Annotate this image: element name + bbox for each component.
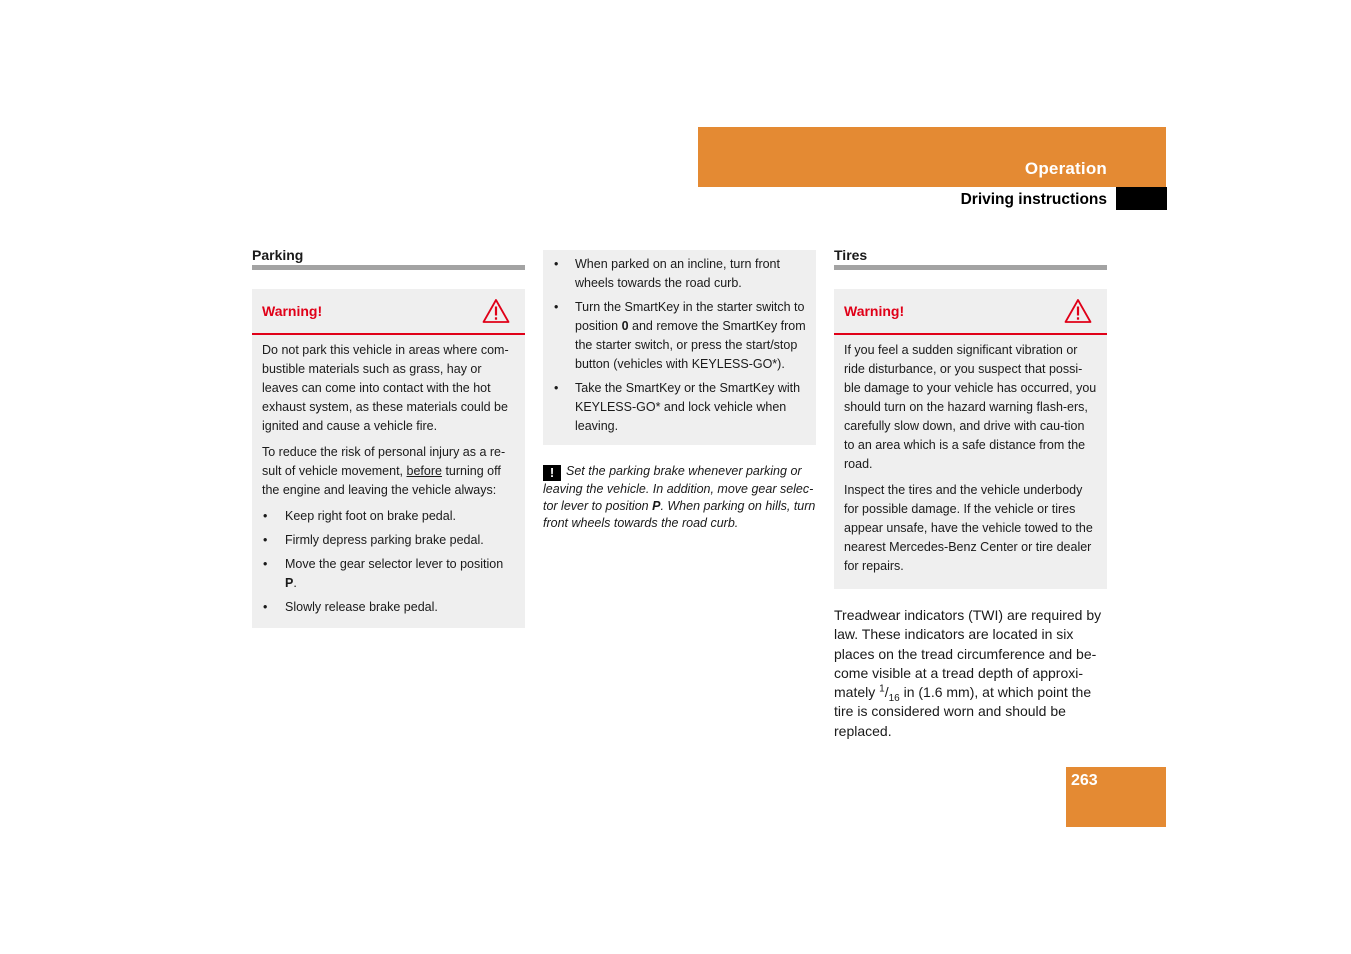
list-item	[553, 298, 806, 374]
page-number: 263	[1071, 772, 1098, 789]
bullet3-text: Move the gear selector lever to position	[285, 557, 504, 571]
tires-warning-title: Warning!	[844, 303, 905, 319]
bullet2-position: 0	[621, 319, 629, 333]
treadwear-text-end: in (1.6 mm), at which point the tire is considered worn and should be replaced.	[834, 684, 1092, 739]
parking-warning-header	[252, 289, 525, 335]
bullet2-text: Turn the SmartKey in the starter switch to position	[575, 300, 805, 333]
parking-warning-box	[252, 289, 525, 628]
treadwear-paragraph	[834, 606, 1107, 741]
fraction-numerator: 1	[879, 683, 885, 695]
subsection-title: Driving instructions	[960, 191, 1107, 208]
parking-continued-list	[553, 255, 806, 436]
bullet3-position: P	[285, 576, 294, 590]
tires-warning-body	[834, 335, 1107, 589]
parking-continued-box	[543, 250, 816, 445]
exclamation-icon: !	[543, 465, 561, 481]
list-item: • Keep right foot on brake pedal.	[262, 507, 515, 526]
note-text-start: Set the parking brake whenever parking or leaving the vehicle. In addition, move gear selec-tor lever to position	[543, 464, 814, 513]
treadwear-text-start: Treadwear indicators (TWI) are required by law. These indicators are located in six places on the tread circumference and be-come visible at a tread depth of approxi-mately	[834, 607, 1102, 701]
bullet3-end: .	[293, 576, 297, 590]
parking-steps-list	[262, 507, 515, 617]
tires-warning-para1: If you feel a sudden significant vibration or ride disturbance, or you suspect that possi-ble damage to your vehicle has occurred, you should turn on the hazard warning flash-ers, carefully slow down, and drive with cau-tion to an area which is a safe distance from the road.	[844, 343, 1097, 471]
para2-underlined-word: before	[406, 464, 442, 478]
tires-warning-para2: Inspect the tires and the vehicle underbody for possible damage. If the vehicle or tires appear unsafe, have the vehicle towed to the nearest Mercedes-Benz Center or tire dealer for repairs.	[844, 483, 1093, 573]
tires-heading: Tires	[834, 247, 868, 263]
header-tab-marker	[1116, 187, 1167, 210]
note-text-end: . When parking on hills, turn front wheels towards the road curb.	[543, 499, 816, 530]
tires-heading-rule	[834, 265, 1107, 270]
para2-text-end: turning off the engine and leaving the vehicle always:	[262, 464, 501, 497]
warning-triangle-icon	[482, 298, 510, 324]
note-position: P	[652, 499, 661, 513]
list-item	[262, 555, 515, 593]
section-title: Operation	[1024, 159, 1107, 178]
list-item: • Slowly release brake pedal.	[262, 598, 515, 617]
fraction-slash: /	[884, 684, 889, 701]
tires-column	[834, 245, 1107, 741]
list-item: • Take the SmartKey or the SmartKey with KEYLESS-GO* and lock vehicle when leaving.	[553, 379, 806, 436]
parking-warning-para2	[262, 443, 515, 500]
parking-warning-body	[252, 335, 525, 628]
para2-text-start: To reduce the risk of personal injury as a re-sult of vehicle movement,	[262, 445, 506, 478]
parking-warning-para1: Do not park this vehicle in areas where com-bustible materials such as grass, hay or leaves can come into contact with the hot exhaust system, as these materials could be ignited and cause a vehicle fire.	[262, 343, 509, 433]
parking-column	[252, 245, 525, 628]
parking-warning-title: Warning!	[262, 303, 323, 319]
fraction-denominator: 16	[888, 692, 900, 704]
parking-note	[543, 463, 816, 532]
tires-warning-box	[834, 289, 1107, 589]
parking-heading-rule	[252, 265, 525, 270]
bullet2-end: and remove the SmartKey from the starter switch, or press the start/stop button (vehicles with KEYLESS-GO*).	[575, 319, 806, 371]
tires-warning-header	[834, 289, 1107, 335]
list-item: • Firmly depress parking brake pedal.	[262, 531, 515, 550]
parking-heading: Parking	[252, 247, 304, 263]
list-item: • When parked on an incline, turn front wheels towards the road curb.	[553, 255, 806, 293]
middle-column	[543, 245, 816, 532]
warning-triangle-icon	[1064, 298, 1092, 324]
